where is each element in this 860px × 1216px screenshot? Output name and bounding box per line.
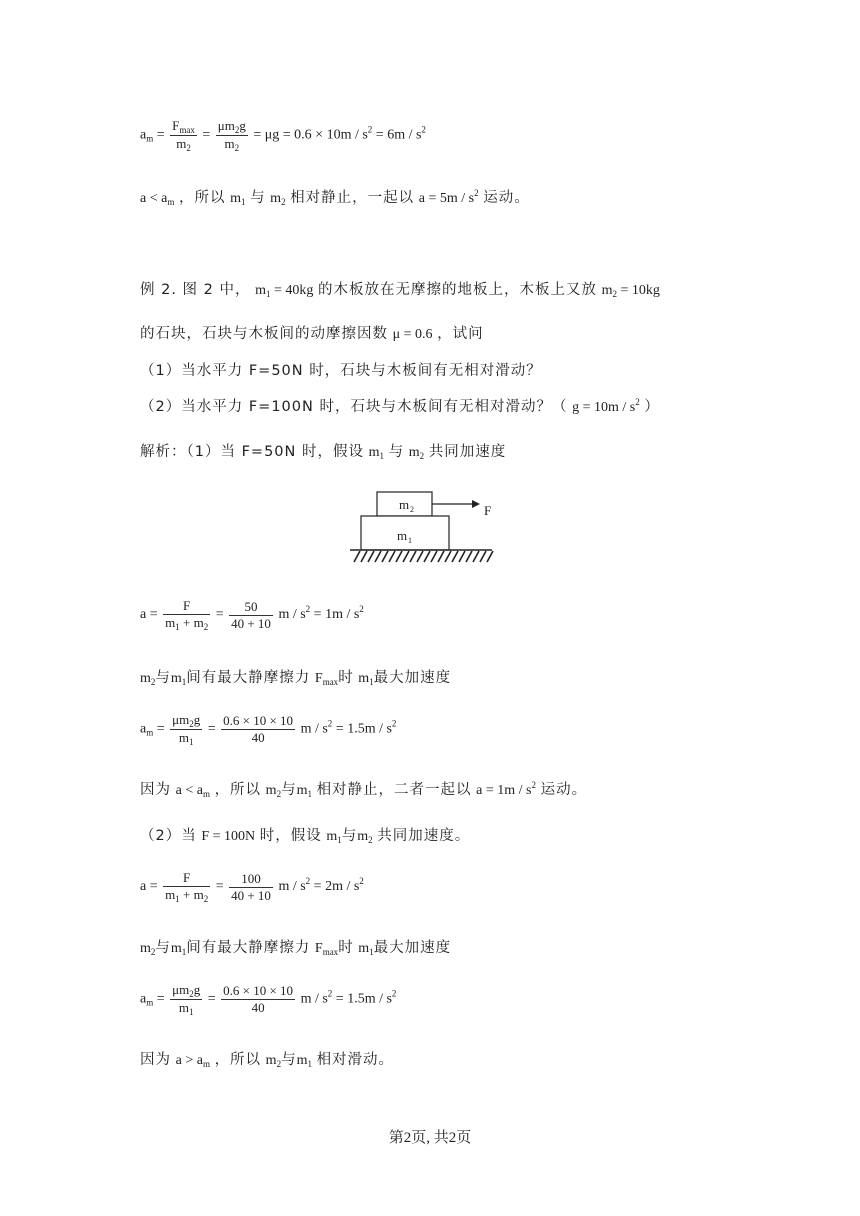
example-2-line-2: 的石块，石块与木板间的动摩擦因数 μ = 0.6 ，试问	[140, 326, 484, 342]
friction-line-1: $m_2$与$m_1$间有最大静摩擦力 $F_{max}$时 $m_1$最大加速度	[140, 670, 452, 687]
page-footer: 第2页, 共2页	[388, 1130, 472, 1146]
block-diagram	[344, 478, 504, 574]
equation-am-3: $a_m$ = $\frac{\mu m_2g}{m_1}$ = $\frac{0.6 \times 10 \times 10}{40}$ $m / s^2 = 1.5m / s^2$	[140, 982, 397, 1017]
svg-text:m: m	[398, 497, 410, 512]
solution-intro: 解析：（1）当 F=50N 时，假设 $m_1$ 与 $m_2$ 共同加速度	[140, 444, 507, 461]
svg-text:2: 2	[410, 505, 414, 514]
svg-text:m: m	[396, 528, 408, 543]
example-2-line: 例 2. 图 2 中， $m_1 = 40kg$ 的木板放在无摩擦的地板上，木板上又放 $m_2 = 10kg$	[140, 282, 660, 299]
conclusion-line-1: $a < a_m$ ，所以 $m_1$ 与 $m_2$ 相对静止，一起以 $a = 5m / s^2$ 运动。	[140, 188, 530, 207]
part-2-line: （2）当 F = 100N 时，假设 $m_1$与$m_2$ 共同加速度。	[140, 828, 471, 845]
equation-a-1: a = $\frac{F}{m_1 + m_2}$ = $\frac{50}{40 + 10}$ $m / s^2 = 1m / s^2$	[140, 598, 364, 632]
conclusion-line-2: 因为 $a < a_m$ ，所以 $m_2$与$m_1$ 相对静止，二者一起以 $a = 1m / s^2$ 运动。	[140, 780, 588, 799]
equation-a-2: a = $\frac{F}{m_1 + m_2}$ = $\frac{100}{40 + 10}$ $m / s^2 = 2m / s^2$	[140, 870, 364, 904]
question-2: （2）当水平力 F=100N 时，石块与木板间有无相对滑动？（ $g = 10m / s^2$ ）	[140, 397, 660, 415]
question-1: （1）当水平力 F=50N 时，石块与木板间有无相对滑动？	[140, 363, 542, 379]
svg-text:F: F	[484, 503, 492, 518]
conclusion-line-3: 因为 $a > a_m$ ，所以 $m_2$与$m_1$ 相对滑动。	[140, 1052, 395, 1069]
equation-am-1: $a_m$ = $\frac{F_{max}}{m_2}$ = $\frac{\mu m_2g}{m_2}$ = $\mu g = 0.6 \times 10m / s^2 = 6m / s^2$	[140, 118, 426, 153]
svg-text:1: 1	[408, 536, 412, 545]
equation-am-2: $a_m$ = $\frac{\mu m_2g}{m_1}$ = $\frac{0.6 \times 10 \times 10}{40}$ $m / s^2 = 1.5m / s^2$	[140, 712, 397, 747]
friction-line-2: $m_2$与$m_1$间有最大静摩擦力 $F_{max}$时 $m_1$最大加速度	[140, 940, 452, 957]
